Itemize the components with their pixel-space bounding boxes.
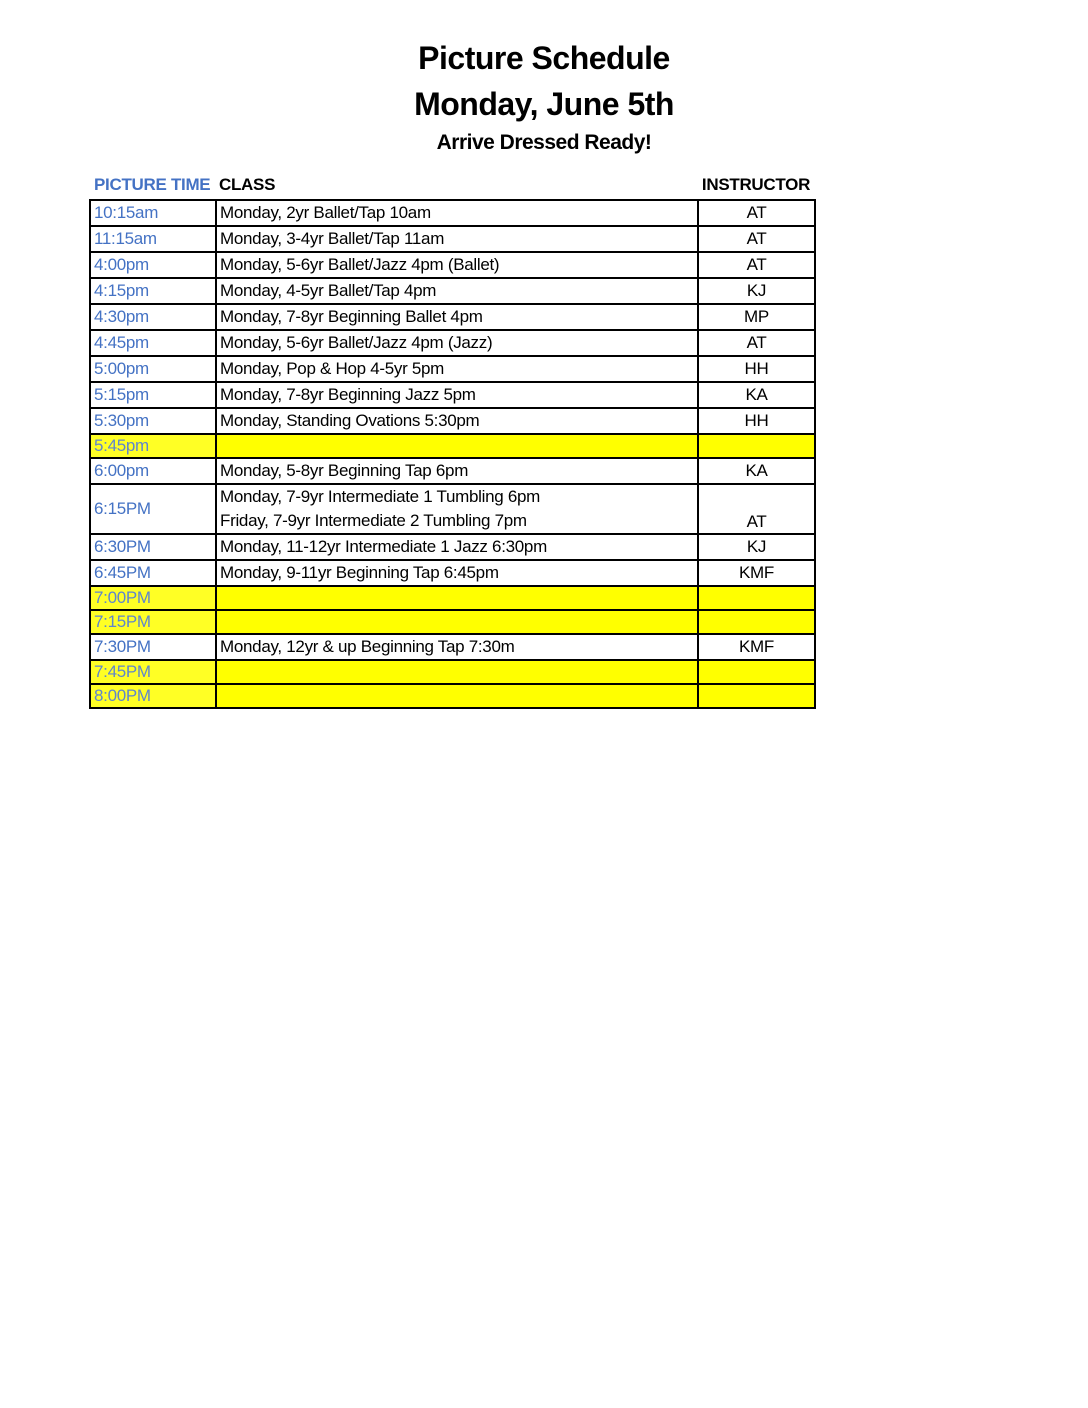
instructor-cell: KMF	[698, 560, 815, 586]
class-name: Monday, 11-12yr Intermediate 1 Jazz 6:30pm	[220, 537, 547, 556]
picture-time-cell: 5:00pm	[90, 356, 216, 382]
instructor-cell	[698, 684, 815, 708]
class-cell	[216, 356, 698, 382]
table-row	[90, 534, 815, 560]
page-title: Picture Schedule	[418, 40, 670, 76]
class-name: Monday, 7-8yr Beginning Jazz 5pm	[220, 385, 476, 404]
schedule-table	[89, 199, 816, 709]
class-name: Monday, 5-6yr Ballet/Jazz 4pm (Jazz)	[220, 333, 493, 352]
class-cell	[216, 534, 698, 560]
table-row	[90, 356, 815, 382]
picture-time-cell: 5:30pm	[90, 408, 216, 434]
class-name: Monday, 2yr Ballet/Tap 10am	[220, 203, 431, 222]
instructor-cell: AT	[698, 200, 815, 226]
instructor-cell: HH	[698, 408, 815, 434]
class-cell	[216, 200, 698, 226]
picture-time-cell: 6:00pm	[90, 458, 216, 484]
table-row	[90, 226, 815, 252]
class-cell	[216, 408, 698, 434]
class-cell	[216, 434, 698, 458]
instructor-cell: KJ	[698, 278, 815, 304]
picture-time-cell: 4:45pm	[90, 330, 216, 356]
class-cell	[216, 484, 698, 534]
column-header-picture-time: PICTURE TIME	[94, 175, 211, 194]
class-name: Monday, 5-6yr Ballet/Jazz 4pm (Ballet)	[220, 255, 500, 274]
picture-time-cell: 4:30pm	[90, 304, 216, 330]
instructor-cell	[698, 660, 815, 684]
picture-time-cell: 10:15am	[90, 200, 216, 226]
class-cell	[216, 634, 698, 660]
instructor-cell: KA	[698, 458, 815, 484]
class-name: Monday, Pop & Hop 4-5yr 5pm	[220, 359, 445, 378]
picture-time-cell: 11:15am	[90, 226, 216, 252]
instructor-cell	[698, 434, 815, 458]
picture-time-cell: 4:15pm	[90, 278, 216, 304]
table-row	[90, 634, 815, 660]
class-cell	[216, 684, 698, 708]
picture-time-cell: 7:00PM	[90, 586, 216, 610]
class-cell	[216, 458, 698, 484]
class-cell	[216, 660, 698, 684]
table-row	[90, 200, 815, 226]
instructor-cell: AT	[698, 226, 815, 252]
table-row	[90, 330, 815, 356]
class-cell	[216, 304, 698, 330]
class-cell	[216, 278, 698, 304]
class-cell	[216, 252, 698, 278]
table-row	[90, 586, 815, 610]
picture-time-cell: 5:45pm	[90, 434, 216, 458]
picture-time-cell: 6:45PM	[90, 560, 216, 586]
class-name: Monday, 5-8yr Beginning Tap 6pm	[220, 461, 469, 480]
instructor-cell: AT	[698, 252, 815, 278]
instructor-cell: AT	[698, 484, 815, 534]
table-row	[90, 484, 815, 534]
instructor-cell: HH	[698, 356, 815, 382]
picture-time-cell: 7:30PM	[90, 634, 216, 660]
class-cell	[216, 330, 698, 356]
picture-time-cell: 6:30PM	[90, 534, 216, 560]
table-row	[90, 684, 815, 708]
table-row	[90, 252, 815, 278]
picture-time-cell: 7:45PM	[90, 660, 216, 684]
instructor-cell: KA	[698, 382, 815, 408]
table-row	[90, 660, 815, 684]
instructor-cell: MP	[698, 304, 815, 330]
picture-time-cell: 4:00pm	[90, 252, 216, 278]
table-row	[90, 278, 815, 304]
schedule-date: Monday, June 5th	[414, 86, 674, 122]
class-cell	[216, 560, 698, 586]
table-row	[90, 304, 815, 330]
table-row	[90, 382, 815, 408]
instructor-cell: KMF	[698, 634, 815, 660]
instructor-cell	[698, 610, 815, 634]
table-row	[90, 434, 815, 458]
class-name: Monday, 4-5yr Ballet/Tap 4pm	[220, 281, 437, 300]
class-name: Monday, 12yr & up Beginning Tap 7:30m	[220, 637, 515, 656]
table-row	[90, 408, 815, 434]
table-row	[90, 610, 815, 634]
class-cell	[216, 382, 698, 408]
picture-time-cell: 6:15PM	[90, 484, 216, 534]
class-name: Monday, 7-9yr Intermediate 1 Tumbling 6pm	[220, 487, 540, 506]
class-cell	[216, 586, 698, 610]
instructor-cell: AT	[698, 330, 815, 356]
class-name: Friday, 7-9yr Intermediate 2 Tumbling 7pm	[220, 511, 527, 530]
class-name: Monday, 9-11yr Beginning Tap 6:45pm	[220, 563, 499, 582]
picture-time-cell: 8:00PM	[90, 684, 216, 708]
class-name: Monday, Standing Ovations 5:30pm	[220, 411, 480, 430]
column-header-instructor: INSTRUCTOR	[701, 175, 811, 194]
picture-time-cell: 5:15pm	[90, 382, 216, 408]
class-name: Monday, 7-8yr Beginning Ballet 4pm	[220, 307, 483, 326]
schedule-note: Arrive Dressed Ready!	[436, 131, 652, 154]
table-row	[90, 458, 815, 484]
instructor-cell	[698, 586, 815, 610]
instructor-cell: KJ	[698, 534, 815, 560]
class-cell	[216, 226, 698, 252]
class-cell	[216, 610, 698, 634]
table-row	[90, 560, 815, 586]
class-name: Monday, 3-4yr Ballet/Tap 11am	[220, 229, 445, 248]
column-header-class: CLASS	[219, 175, 276, 194]
picture-time-cell: 7:15PM	[90, 610, 216, 634]
